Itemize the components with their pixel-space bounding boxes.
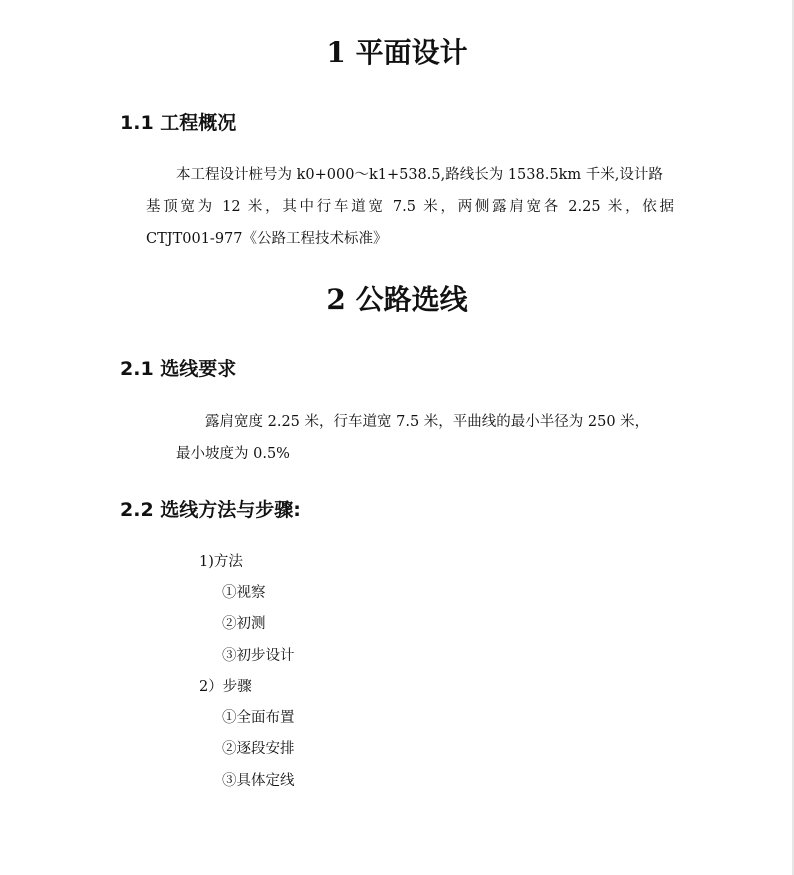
list-item: ①全面布置	[222, 710, 295, 726]
section-2-2-heading: 2.2 选线方法与步骤:	[120, 499, 301, 521]
paragraph-1-1-line-2: 基顶宽为 12 米，其中行车道宽 7.5 米，两侧露肩宽各 2.25 米，依据	[146, 199, 674, 215]
paragraph-1-1-line-1: 本工程设计桩号为 k0+000～k1+538.5,路线长为 1538.5km 千米,设计路	[176, 167, 663, 183]
paragraph-2-1-line-1: 露肩宽度 2.25 米，行车道宽 7.5 米，平曲线的最小半径为 250 米，	[205, 414, 650, 430]
list-item: ①视察	[222, 585, 266, 601]
section-1-title: 1 平面设计	[326, 36, 468, 69]
list-item: ②逐段安排	[222, 741, 295, 757]
section-1-1-heading: 1.1 工程概况	[120, 112, 237, 134]
paragraph-1-1-line-3: CTJT001-977《公路工程技术标准》	[146, 231, 388, 247]
list-item: 1)方法	[199, 554, 243, 570]
list-item: 2）步骤	[199, 679, 252, 695]
list-item: ③初步设计	[222, 648, 295, 664]
section-2-title: 2 公路选线	[326, 283, 468, 316]
list-item: ②初测	[222, 616, 266, 632]
paragraph-2-1-line-2: 最小坡度为 0.5%	[176, 446, 290, 462]
section-2-1-heading: 2.1 选线要求	[120, 358, 237, 380]
list-item: ③具体定线	[222, 773, 295, 789]
